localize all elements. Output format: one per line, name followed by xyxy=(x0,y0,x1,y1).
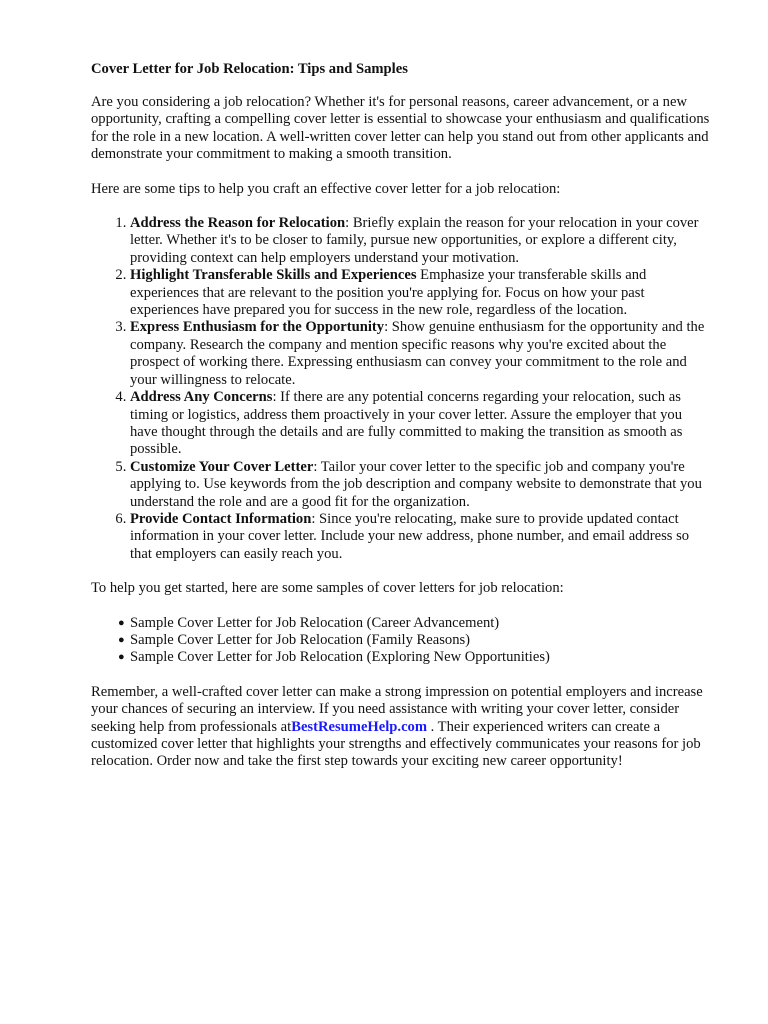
tip-separator: : xyxy=(384,319,392,336)
sample-label: Sample Cover Letter for Job Relocation (Family Reasons) xyxy=(130,631,471,648)
tip-body: Tailor your cover letter to the specific job and company you're applying to. Use keywords from the job description and company website to demonstrate that you understand the role and are a good fit for the organization. xyxy=(130,458,702,510)
tip-separator: : xyxy=(272,389,281,406)
tip-heading: Customize Your Cover Letter xyxy=(130,458,314,475)
sample-label: Sample Cover Letter for Job Relocation (Career Advancement) xyxy=(130,614,500,631)
tip-item xyxy=(130,319,713,389)
tip-heading: Address the Reason for Relocation xyxy=(130,215,346,232)
tip-item xyxy=(130,511,713,563)
sample-item xyxy=(118,631,713,649)
sample-item xyxy=(118,614,713,632)
bullet-icon: ● xyxy=(118,633,125,646)
tip-body: Show genuine enthusiasm for the opportunity and the company. Research the company and mention specific reasons why you're excited about the prospect of working there. Expressing enthusiasm can convey your commitment to the role and your willingness to relocate. xyxy=(130,319,705,388)
tip-item xyxy=(130,389,713,459)
tip-body: If there are any potential concerns regarding your relocation, such as timing or logistics, address them proactively in your cover letter. Assure the employer that you have thought through the details and are fully committed to making the transition as smooth as possible. xyxy=(130,389,683,458)
tips-list xyxy=(91,215,713,563)
tips-intro: Here are some tips to help you craft an effective cover letter for a job relocation: xyxy=(91,180,561,197)
tip-body: Emphasize your transferable skills and experiences that are relevant to the position you're applying for. Focus on how your past experiences have prepared you for success in the new role, regardless of the location. xyxy=(130,267,647,319)
samples-list xyxy=(91,615,713,667)
closing-text-after-link: . Their experienced writers can create a customized cover letter that highlights your strengths and effectively communicates your reasons for job relocation. Order now and take the first step towards your exciting new career opportunity! xyxy=(91,718,701,770)
tip-heading: Highlight Transferable Skills and Experiences xyxy=(130,267,417,284)
tip-item xyxy=(130,215,713,267)
closing-paragraph xyxy=(91,684,713,771)
tip-separator: : xyxy=(345,215,353,232)
bestresumehelp-link[interactable]: BestResumeHelp.com xyxy=(291,718,427,735)
sample-label: Sample Cover Letter for Job Relocation (Exploring New Opportunities) xyxy=(130,649,550,666)
page-title: Cover Letter for Job Relocation: Tips and Samples xyxy=(91,61,408,77)
bullet-icon: ● xyxy=(118,651,125,664)
sample-item xyxy=(118,649,713,666)
tip-separator: : xyxy=(313,458,321,475)
samples-intro: To help you get started, here are some samples of cover letters for job relocation: xyxy=(91,580,564,597)
closing-text-before-link: Remember, a well-crafted cover letter can make a strong impression on potential employers and increase your chances of securing an interview. If you need assistance with writing your cover letter, consider seeking help from professionals at xyxy=(91,683,703,735)
tip-heading: Provide Contact Information xyxy=(130,510,312,527)
tip-item xyxy=(130,459,713,511)
tip-item xyxy=(130,267,713,319)
document-content xyxy=(91,60,713,788)
tip-heading: Address Any Concerns xyxy=(130,389,273,406)
tip-heading: Express Enthusiasm for the Opportunity xyxy=(130,319,385,336)
intro-paragraph: Are you considering a job relocation? Whether it's for personal reasons, career advancement, or a new opportunity, crafting a compelling cover letter is essential to showcase your enthusiasm and qualifications for the role in a new location. A well-written cover letter can help you stand out from other applicants and demonstrate your commitment to making a smooth transition. xyxy=(91,94,710,163)
tip-body: Since you're relocating, make sure to provide updated contact information in your cover letter. Include your new address, phone number, and email address so that employers can easily reach you. xyxy=(130,510,690,562)
tip-body: Briefly explain the reason for your relocation in your cover letter. Whether it's to be closer to family, pursue new opportunities, or explore a different city, providing context can help employers understand your motivation. xyxy=(130,215,699,266)
bullet-icon: ● xyxy=(118,616,125,629)
tip-separator: : xyxy=(311,510,320,527)
